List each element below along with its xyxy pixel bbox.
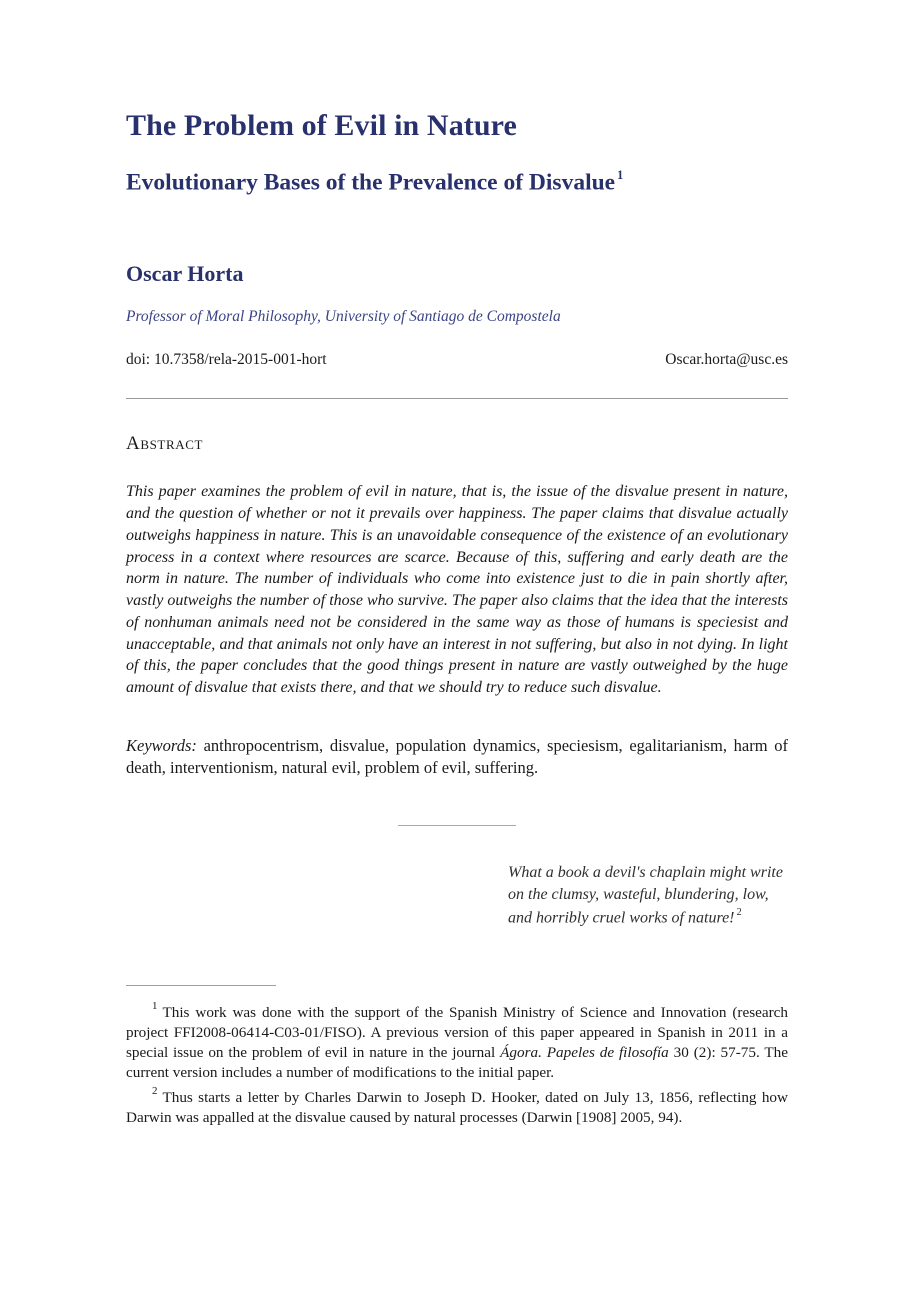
footnote-2 (126, 1084, 788, 1128)
page-title: The Problem of Evil in Nature (126, 109, 517, 142)
title-block (126, 0, 788, 199)
epigraph-divider (398, 825, 516, 826)
footnote-1 (126, 999, 788, 1084)
keywords (126, 735, 788, 779)
text-column (126, 0, 788, 1128)
abstract-heading: Abstract (126, 433, 204, 455)
footnote-1-part1: This work was done with the support of the Spanish Ministry of Science and Innovation (research project FFI2008-06414-C03-01/FISO). A previous version of this paper appeared in Spanish in 2011 in a special issue on the problem of evil in nature in the journal (126, 1003, 788, 1062)
doi-text[interactable]: doi: 10.7358/rela-2015-001-hort (126, 351, 327, 369)
keywords-label: Keywords: (126, 735, 197, 755)
paper-subtitle (126, 167, 686, 199)
author-email[interactable]: Oscar.horta@usc.es (665, 351, 788, 369)
abstract-body: This paper examines the problem of evil in nature, that is, the issue of the disvalue present in nature, and the question of whether or not it prevails over happiness. The paper claims that disvalue actually outweighs happiness in nature. This is an unavoidable consequence of the existence of an evolutionary process in a context where resources are scarce. Because of this, suffering and early death are the norm in nature. The number of individuals who come into existence just to die in pain shortly after, vastly outweighs the number of those who survive. The paper also claims that the idea that the interests of nonhuman animals need not be considered in the same way as those of humans is speciesist and unacceptable, and that animals not only have an interest in not suffering, but also in not dying. In light of this, the paper concludes that the good things present in nature are vastly outweighed by the huge amount of disvalue that exists there, and that we should try to reduce such disvalue. (126, 483, 788, 697)
paper-subtitle-text: Evolutionary Bases of the Prevalence of Disvalue (126, 169, 616, 196)
footnote-1-journal-title: Ágora. Papeles de filosofía (500, 1044, 669, 1062)
epigraph-footnote-marker[interactable]: 2 (736, 907, 742, 919)
author-name: Oscar Horta (126, 260, 244, 286)
footnote-1-part2: 30 (2): 57-75. The current version includes a number of modifications to the initial paper. (126, 1044, 789, 1082)
author-affiliation: Professor of Moral Philosophy, University of Santiago de Compostela (126, 308, 561, 326)
footnote-divider (126, 985, 276, 986)
author-block (126, 261, 788, 370)
subtitle-footnote-marker[interactable]: 1 (617, 168, 624, 183)
footnotes-block (126, 985, 788, 1128)
keywords-list: anthropocentrism, disvalue, population dynamics, speciesism, egalitarianism, harm of death, interventionism, natural evil, problem of evil, suffering. (126, 735, 788, 778)
epigraph-quote (126, 862, 788, 930)
footnote-2-number: 2 (152, 1084, 158, 1097)
epigraph-text: What a book a devil's chaplain might write on the clumsy, wasteful, blundering, low, and horribly cruel works of nature! (508, 864, 783, 927)
epigraph-block (126, 825, 788, 930)
article-meta-row (126, 351, 788, 369)
header-divider (126, 398, 788, 399)
footnote-2-part1: Thus starts a letter by Charles Darwin to Joseph D. Hooker, dated on July 13, 1856, reflecting how Darwin was appalled at the disvalue caused by natural processes (Darwin [1908] 2005, 94). (126, 1088, 788, 1126)
footnote-1-number: 1 (152, 999, 158, 1012)
